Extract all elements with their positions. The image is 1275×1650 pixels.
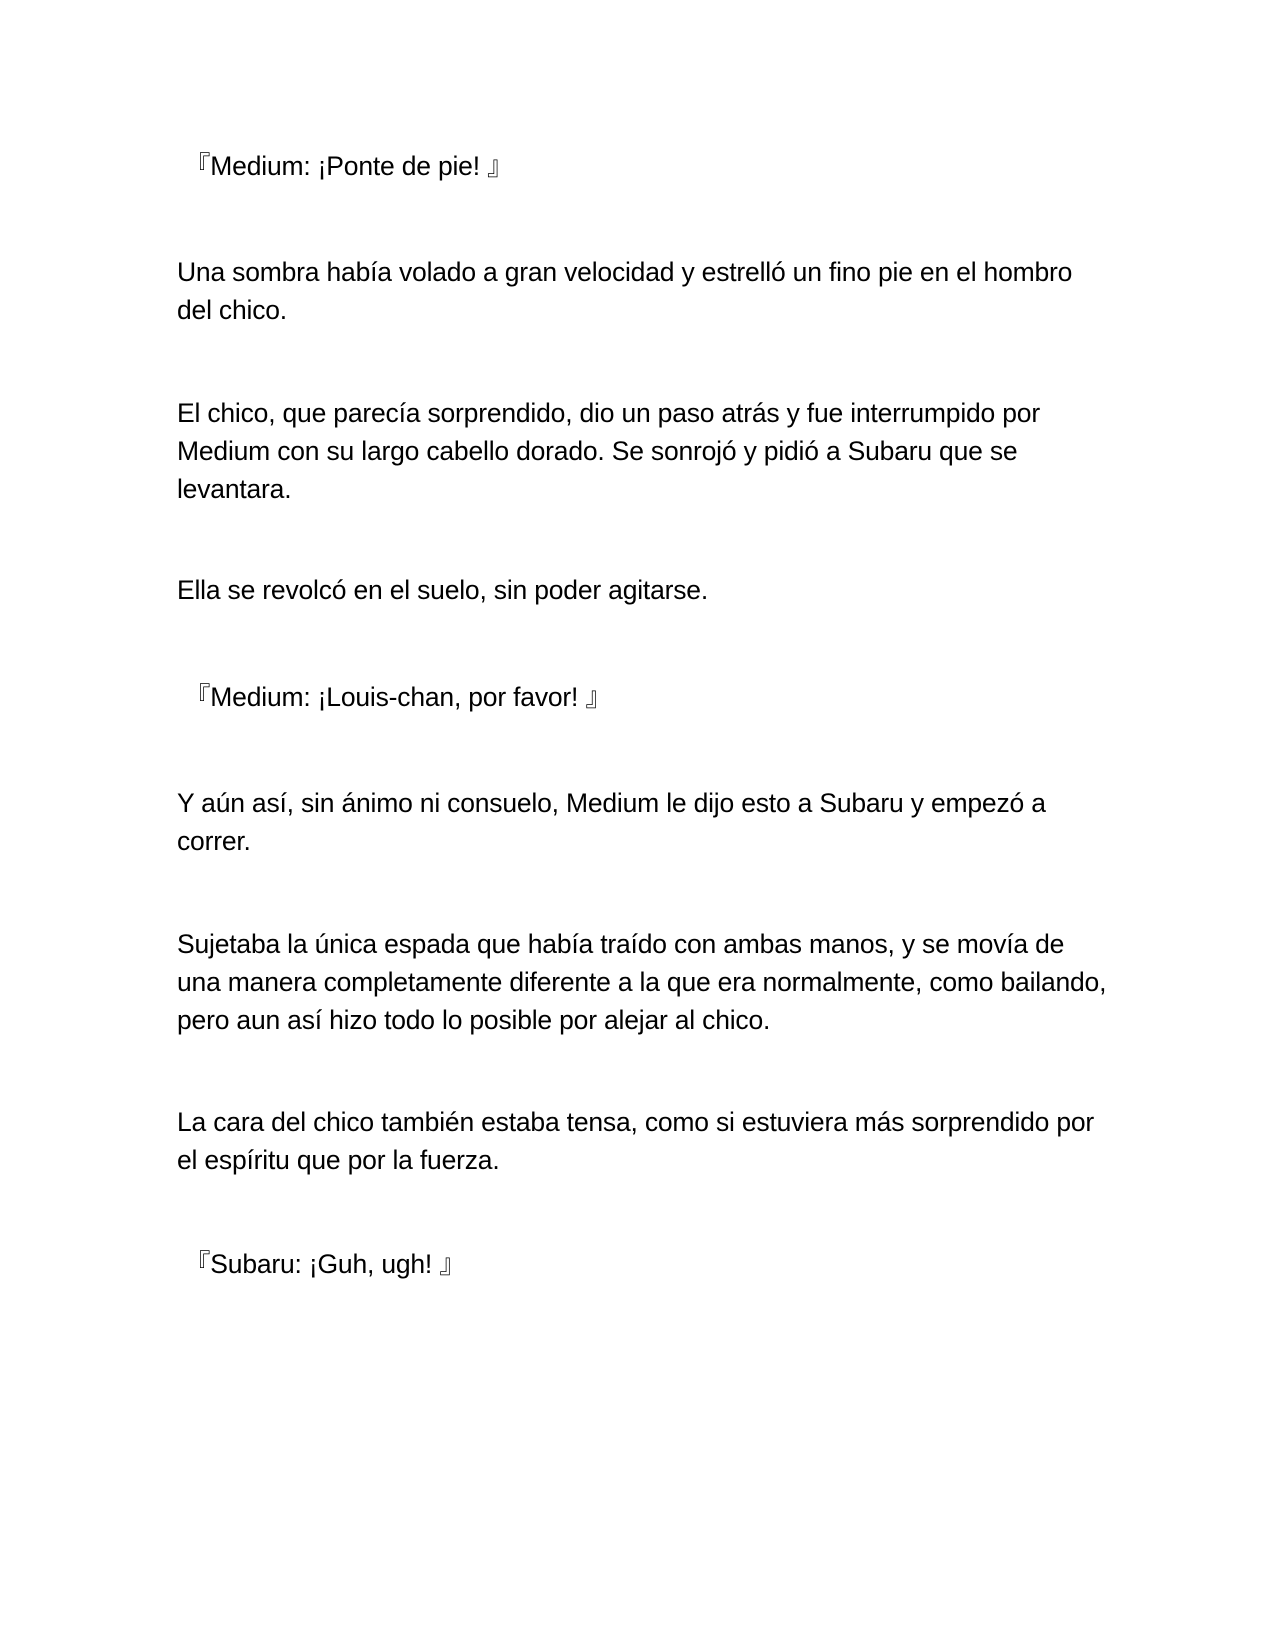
dialogue-line: 『Medium: ¡Ponte de pie! 』	[184, 151, 514, 181]
dialogue-line: 『Medium: ¡Louis-chan, por favor! 』	[184, 682, 612, 712]
dialogue-line: 『Subaru: ¡Guh, ugh! 』	[184, 1249, 466, 1279]
narration-paragraph: El chico, que parecía sorprendido, dio un paso atrás y fue interrumpido por Medium con su largo cabello dorado. Se sonrojó y pidió a Subaru que se levantara.	[177, 398, 1040, 504]
narration-paragraph: La cara del chico también estaba tensa, como si estuviera más sorprendido por el espíritu que por la fuerza.	[177, 1107, 1095, 1175]
narration-paragraph: Y aún así, sin ánimo ni consuelo, Medium le dijo esto a Subaru y empezó a correr.	[177, 788, 1046, 856]
narration-paragraph: Una sombra había volado a gran velocidad y estrelló un fino pie en el hombro del chico.	[177, 257, 1073, 325]
narration-paragraph: Sujetaba la única espada que había traído con ambas manos, y se movía de una manera completamente diferente a la que era normalmente, como bailando, pero aun así hizo todo lo posible por alejar al chico.	[177, 929, 1107, 1035]
narration-paragraph: Ella se revolcó en el suelo, sin poder agitarse.	[177, 575, 709, 605]
